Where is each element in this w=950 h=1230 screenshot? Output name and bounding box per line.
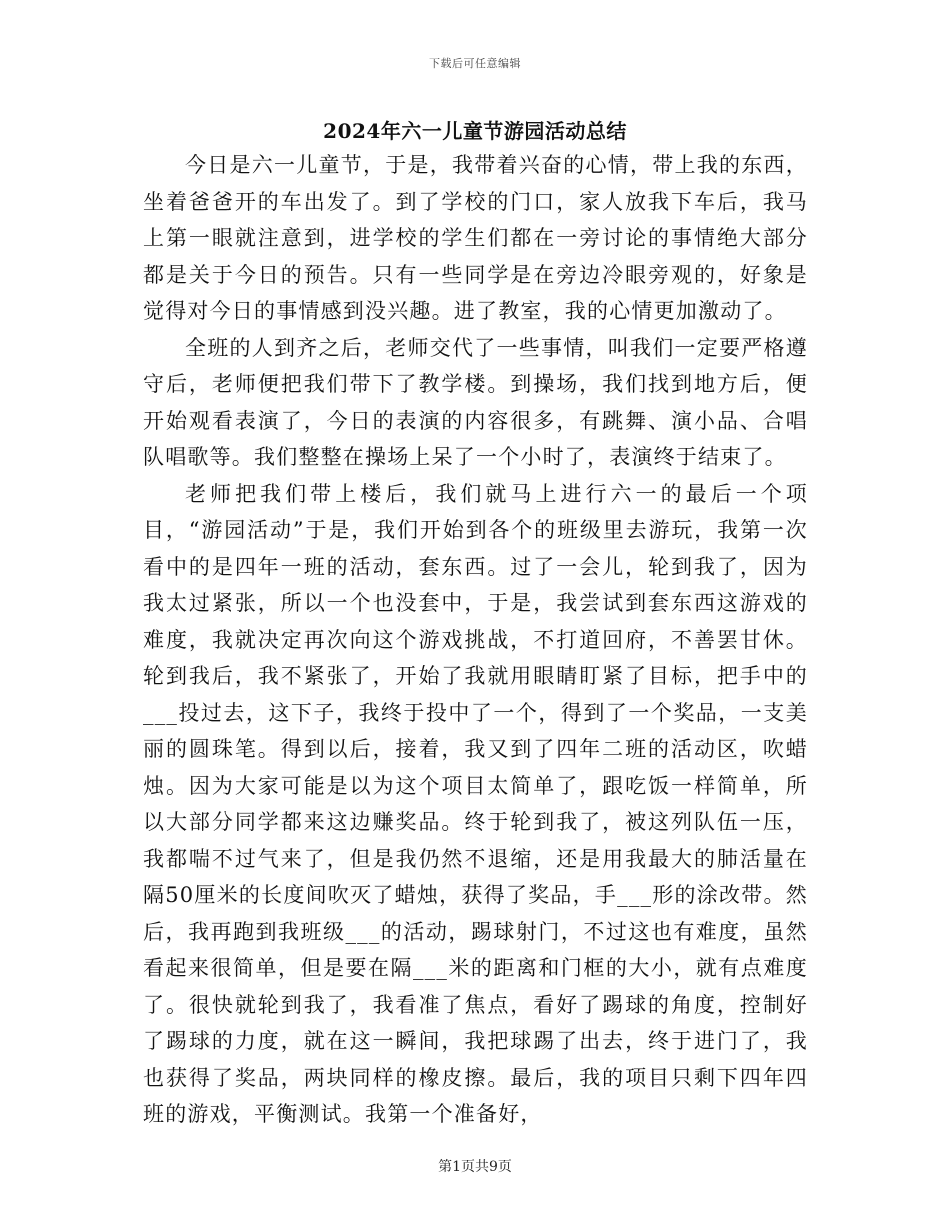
page-number: 第1页共9页: [438, 1159, 512, 1175]
paragraph: 老师把我们带上楼后，我们就马上进行六一的最后一个项目，“游园活动”于是，我们开始到各个的班级里去游玩，我第一次看中的是四年一班的活动，套东西。过了一会儿，轮到我了，因为我太过紧张，所以一个也没套中，于是，我尝试到套东西这游戏的难度，我就决定再次向这个游戏挑战，不打道回府，不善罢甘休。轮到我后，我不紧张了，开始了我就用眼睛盯紧了目标，把手中的___投过去，这下子，我终于投中了一个，得到了一个奖品，一支美丽的圆珠笔。得到以后，接着，我又到了四年二班的活动区，吹蜡烛。因为大家可能是以为这个项目太简单了，跟吃饭一样简单，所以大部分同学都来这边赚奖品。终于轮到我了，被这列队伍一压，我都喘不过气来了，但是我仍然不退缩，还是用我最大的肺活量在隔50厘米的长度间吹灭了蜡烛，获得了奖品，手___形的涂改带。然后，我再跑到我班级___的活动，踢球射门，不过这也有难度，虽然看起来很简单，但是要在隔___米的距离和门框的大小，就有点难度了。很快就轮到我了，我看准了焦点，看好了踢球的角度，控制好了踢球的力度，就在这一瞬间，我把球踢了出去，终于进门了，我也获得了奖品，两块同样的橡皮擦。最后，我的项目只剩下四年四班的游戏，平衡测试。我第一个准备好，: [143, 481, 808, 1126]
document-body: [143, 147, 808, 1133]
header-note: 下载后可任意编辑: [429, 57, 521, 70]
paragraph: 今日是六一儿童节，于是，我带着兴奋的心情，带上我的东西，坐着爸爸开的车出发了。到了学校的门口，家人放我下车后，我马上第一眼就注意到，进学校的学生们都在一旁讨论的事情绝大部分都是关于今日的预告。只有一些同学是在旁边冷眼旁观的，好象是觉得对今日的事情感到没兴趣。进了教室，我的心情更加激动了。: [143, 153, 808, 323]
document-title: 2024年六一儿童节游园活动总结: [323, 119, 627, 143]
paragraph: 全班的人到齐之后，老师交代了一些事情，叫我们一定要严格遵守后，老师便把我们带下了教学楼。到操场，我们找到地方后，便开始观看表演了，今日的表演的内容很多，有跳舞、演小品、合唱队唱歌等。我们整整在操场上呆了一个小时了，表演终于结束了。: [143, 335, 808, 469]
